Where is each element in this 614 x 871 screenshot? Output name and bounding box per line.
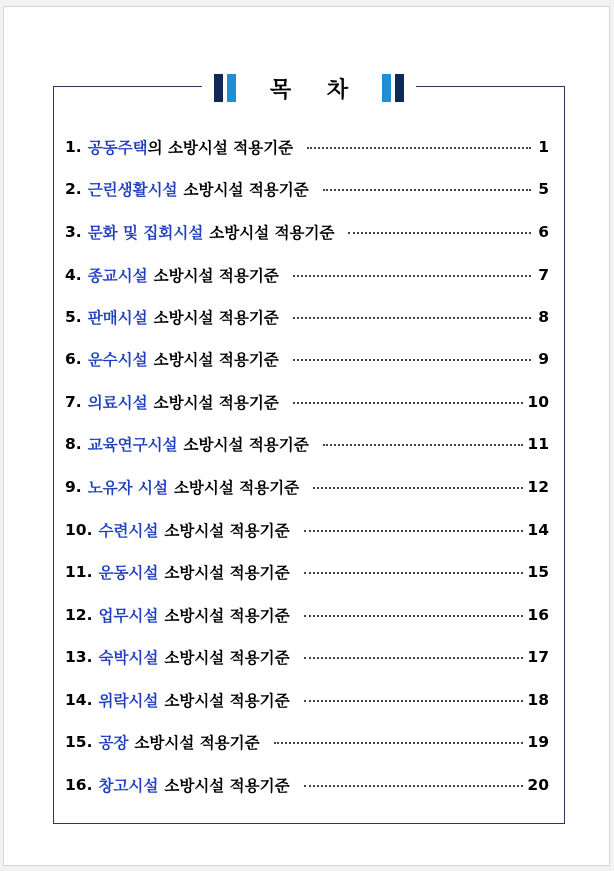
toc-entry-number: 10. xyxy=(65,521,93,539)
toc-entry[interactable] xyxy=(65,216,549,248)
toc-entry-page: 12 xyxy=(527,478,549,496)
toc-entry-facility: 교육연구시설 xyxy=(87,436,178,454)
toc-entry-label: 소방시설 적용기준 xyxy=(183,436,309,454)
toc-entry-facility: 공동주택 xyxy=(87,139,148,157)
toc-entry-label: 소방시설 적용기준 xyxy=(164,777,290,795)
toc-entry-label: 소방시설 적용기준 xyxy=(183,181,309,199)
toc-leader-dots xyxy=(313,486,523,489)
toc-header xyxy=(202,71,416,105)
toc-leader-dots xyxy=(304,529,524,532)
toc-leader-dots xyxy=(304,571,524,574)
toc-entry-label: 소방시설 적용기준 xyxy=(153,267,279,285)
toc-entry[interactable] xyxy=(65,131,549,163)
title-ornament-left-light xyxy=(227,74,236,102)
toc-entry-facility: 종교시설 xyxy=(87,267,148,285)
toc-entry-page: 15 xyxy=(527,563,549,581)
toc-entry-number: 11. xyxy=(65,563,93,581)
toc-entry[interactable] xyxy=(65,259,549,291)
toc-entry-number: 7. xyxy=(65,393,82,411)
toc-entry-number: 3. xyxy=(65,223,82,241)
toc-entry-label: 소방시설 적용기준 xyxy=(209,224,335,242)
toc-entry[interactable] xyxy=(65,769,549,801)
title-ornament-right-light xyxy=(382,74,391,102)
toc-leader-dots xyxy=(293,358,531,361)
toc-entry-facility: 숙박시설 xyxy=(98,649,159,667)
toc-entry-number: 2. xyxy=(65,180,82,198)
toc-leader-dots xyxy=(274,741,524,744)
document-page xyxy=(3,6,610,866)
toc-entry-page: 11 xyxy=(527,435,549,453)
toc-entry-page: 9 xyxy=(538,350,549,368)
toc-leader-dots xyxy=(304,784,524,787)
toc-entry-label: 소방시설 적용기준 xyxy=(164,692,290,710)
toc-entry-facility: 문화 및 집회시설 xyxy=(87,224,204,242)
title-ornament-left-dark xyxy=(214,74,223,102)
toc-entry[interactable] xyxy=(65,599,549,631)
toc-entry-facility: 의료시설 xyxy=(87,394,148,412)
toc-entry[interactable] xyxy=(65,428,549,460)
toc-entry-number: 6. xyxy=(65,350,82,368)
toc-entry-label: 소방시설 적용기준 xyxy=(153,351,279,369)
toc-entry-label: 소방시설 적용기준 xyxy=(153,309,279,327)
toc-entry-label: 소방시설 적용기준 xyxy=(134,734,260,752)
toc-entry-number: 12. xyxy=(65,606,93,624)
toc-entry[interactable] xyxy=(65,641,549,673)
toc-leader-dots xyxy=(304,699,524,702)
toc-entry-facility: 근린생활시설 xyxy=(87,181,178,199)
toc-entry-label: 소방시설 적용기준 xyxy=(164,522,290,540)
toc-entry[interactable] xyxy=(65,173,549,205)
toc-entry-label: 소방시설 적용기준 xyxy=(153,394,279,412)
toc-entry-label: 의 소방시설 적용기준 xyxy=(147,139,294,157)
page-title: 목 차 xyxy=(269,77,363,103)
toc-leader-dots xyxy=(293,401,524,404)
toc-entry[interactable] xyxy=(65,726,549,758)
toc-entry[interactable] xyxy=(65,684,549,716)
toc-entry-page: 18 xyxy=(527,691,549,709)
toc-entry-number: 4. xyxy=(65,266,82,284)
toc-entry-facility: 공장 xyxy=(98,734,129,752)
toc-leader-dots xyxy=(323,443,524,446)
toc-leader-dots xyxy=(304,656,524,659)
toc-entry-page: 19 xyxy=(527,733,549,751)
toc-leader-dots xyxy=(293,274,531,277)
toc-entry-page: 16 xyxy=(527,606,549,624)
toc-entry-number: 13. xyxy=(65,648,93,666)
toc-leader-dots xyxy=(293,316,531,319)
toc-entry-number: 15. xyxy=(65,733,93,751)
toc-entry-facility: 업무시설 xyxy=(98,607,159,625)
toc-entry-page: 8 xyxy=(538,308,549,326)
toc-entry-number: 16. xyxy=(65,776,93,794)
toc-entry-page: 1 xyxy=(538,138,549,156)
toc-leader-dots xyxy=(307,146,531,149)
toc-entry-label: 소방시설 적용기준 xyxy=(173,479,300,497)
toc-entry-facility: 운동시설 xyxy=(98,564,159,582)
toc-entry-page: 10 xyxy=(527,393,549,411)
title-ornament-right-dark xyxy=(395,74,404,102)
toc-entry-number: 1. xyxy=(65,138,82,156)
toc-entry-number: 14. xyxy=(65,691,93,709)
toc-entry[interactable] xyxy=(65,471,549,503)
toc-entry-page: 6 xyxy=(538,223,549,241)
toc-entry-facility: 노유자 시설 xyxy=(87,479,168,497)
toc-entry-page: 7 xyxy=(538,266,549,284)
toc-entry-page: 5 xyxy=(538,180,549,198)
toc-leader-dots xyxy=(323,188,531,191)
toc-entry[interactable] xyxy=(65,556,549,588)
toc-entry[interactable] xyxy=(65,301,549,333)
toc-entry[interactable] xyxy=(65,386,549,418)
toc-entry-facility: 판매시설 xyxy=(87,309,148,327)
toc-leader-dots xyxy=(348,231,531,234)
toc-entry-number: 5. xyxy=(65,308,82,326)
toc-entry-number: 9. xyxy=(65,478,82,496)
toc-entry-facility: 수련시설 xyxy=(98,522,159,540)
toc-entry-number: 8. xyxy=(65,435,82,453)
toc-entry[interactable] xyxy=(65,343,549,375)
toc-entry-facility: 운수시설 xyxy=(87,351,148,369)
toc-leader-dots xyxy=(304,614,524,617)
toc-entry-label: 소방시설 적용기준 xyxy=(164,649,290,667)
toc-entry-label: 소방시설 적용기준 xyxy=(164,607,290,625)
toc-entry-page: 20 xyxy=(527,776,549,794)
toc-entry-label: 소방시설 적용기준 xyxy=(164,564,290,582)
toc-entry-page: 14 xyxy=(527,521,549,539)
toc-entry[interactable] xyxy=(65,514,549,546)
toc-entry-page: 17 xyxy=(527,648,549,666)
toc-entry-facility: 창고시설 xyxy=(98,777,159,795)
toc-entry-facility: 위락시설 xyxy=(98,692,159,710)
